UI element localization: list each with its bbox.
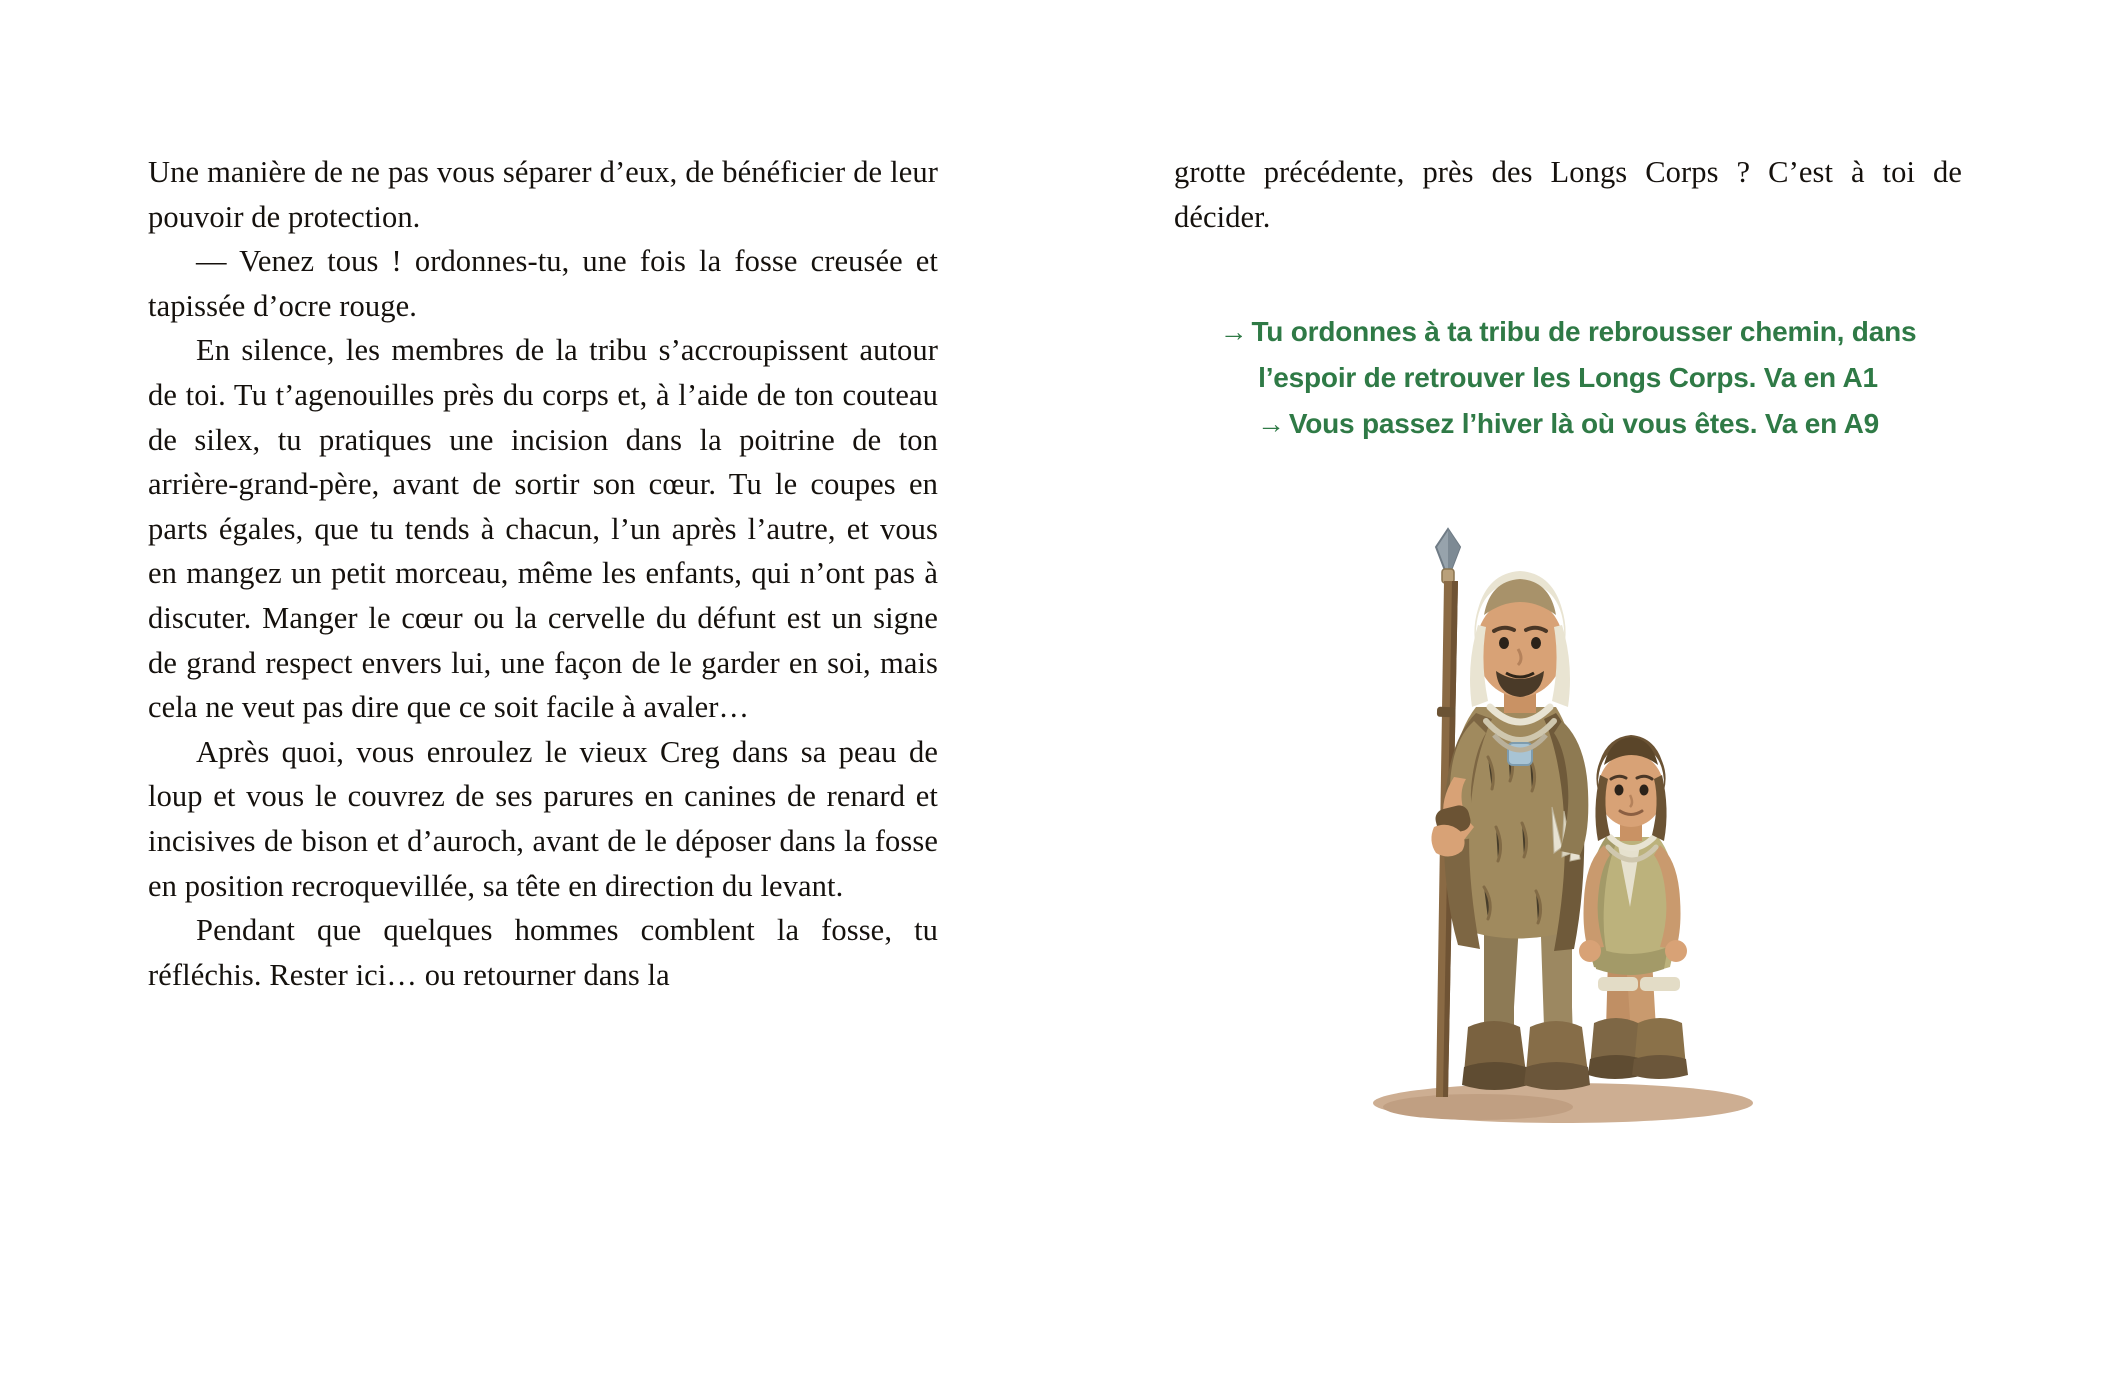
ground-shadow-inner [1383,1094,1573,1120]
arrow-icon: → [1257,408,1285,440]
choice-option-1-label: Tu ordonnes à ta tribu de rebrousser chemin, dans l’espoir de retrouver les Longs Corps. Va en A1 [1251,316,1917,394]
choice-list [1174,309,1962,447]
child-figure [1579,735,1688,1079]
choice-option-2[interactable] [1174,401,1962,447]
paragraph: Pendant que quelques hommes comblent la fosse, tu réfléchis. Rester ici… ou retourner dans la [148,913,938,992]
choice-option-1[interactable] [1174,309,1962,401]
paragraph: En silence, les membres de la tribu s’accroupissent autour de toi. Tu t’agenouilles près du corps et, à l’aide de ton couteau de silex, tu pratiques une incision dans la poitrine de ton arrière-grand-père, avant de sortir son cœur. Tu le coupes en parts égales, que tu tends à chacun, l’un après l’autre, et vous en mangez un petit morceau, même les enfants, qui n’ont pas à discuter. Manger le cœur ou la cervelle du défunt est un signe de grand respect envers lui, une façon de le garder en soi, mais cela ne veut pas dire que ce soit facile à avaler… [148,333,938,725]
man-left-eye [1499,637,1509,649]
paragraph: Une manière de ne pas vous séparer d’eux, de bénéficier de leur pouvoir de protection. [148,155,938,234]
man-right-eye [1531,637,1541,649]
choice-option-2-label: Vous passez l’hiver là où vous êtes. Va en A9 [1288,408,1879,440]
paragraph: grotte précédente, près des Longs Corps ? C’est à toi de décider. [1174,155,1962,234]
illustration-container [1174,487,1962,1127]
paragraph: Après quoi, vous enroulez le vieux Creg dans sa peau de loup et vous le couvrez de ses parures en canines de renard et incisives de bison et d’auroch, avant de le déposer dans la fosse en position recroquevillée, sa tête en direction du levant. [148,734,938,903]
left-page-body [148,150,938,997]
child-right-eye [1640,785,1649,796]
child-left-eye [1615,785,1624,796]
arrow-icon: → [1219,316,1248,348]
prehistoric-man-and-child-illustration [1308,507,1828,1127]
right-page-body [1174,150,1962,239]
paragraph: — Venez tous ! ordonnes-tu, une fois la fosse creusée et tapissée d’ocre rouge. [148,244,938,323]
right-page [1056,0,2112,1400]
